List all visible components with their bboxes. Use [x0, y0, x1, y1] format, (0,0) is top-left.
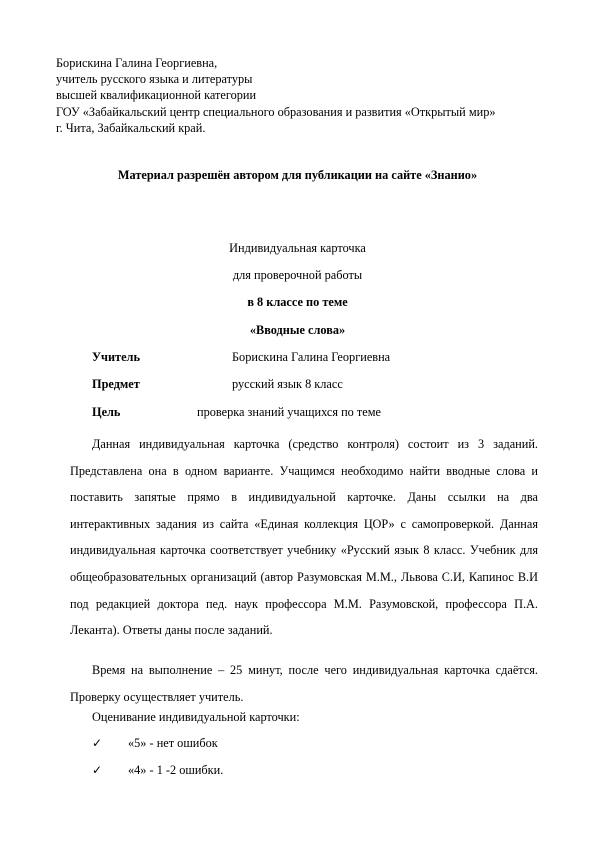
author-organization: ГОУ «Забайкальский центр специального образования и развития «Открытый мир»	[56, 104, 496, 119]
teacher-row	[92, 350, 391, 365]
checklist-item-text: «5» - нет ошибок	[128, 736, 218, 750]
goal-row	[92, 405, 381, 420]
author-category: высшей квалификационной категории	[56, 88, 257, 103]
subject-value: русский язык 8 класс	[232, 377, 343, 391]
checkmark-icon: ✓	[92, 736, 103, 750]
description-paragraph: Данная индивидуальная карточка (средство контроля) состоит из 3 заданий. Представлена она в одном варианте. Учащимся необходимо найти вводные слова и поставить запятые прямо в индивидуальной карточке. Даны ссылки на два интерактивных задания из сайта «Единая коллекция ЦОР» с самопроверкой. Данная индивидуальная карточка соответствует учебнику «Русский язык 8 класс. Учебник для общеобразовательных организаций (автор Разумовская М.М., Львова С.И, Капинос В.И под редакцией доктора пед. наук профессора М.М. Разумовской, профессора П.А. Леканта). Ответы даны после заданий.	[70, 437, 538, 638]
checklist-item-text: «4» - 1 -2 ошибки.	[128, 763, 224, 777]
checklist-item	[92, 763, 223, 778]
goal-label: Цель	[92, 405, 121, 419]
author-block	[56, 55, 536, 136]
card-title-line-2: для проверочной работы	[232, 268, 363, 282]
author-city: г. Чита, Забайкальский край.	[56, 120, 206, 135]
checkmark-icon: ✓	[92, 763, 103, 777]
card-title-line-3: в 8 классе по теме	[247, 295, 348, 309]
author-name: Борискина Галина Георгиевна,	[56, 56, 218, 70]
teacher-label: Учитель	[92, 350, 140, 364]
subject-row	[92, 377, 343, 392]
goal-value: проверка знаний учащихся по теме	[197, 405, 381, 419]
card-title-line-1: Индивидуальная карточка	[229, 241, 366, 255]
author-position: учитель русского языка и литературы	[56, 72, 253, 87]
checklist-item	[92, 736, 218, 751]
evaluation-heading: Оценивание индивидуальной карточки:	[92, 710, 300, 724]
time-paragraph: Время на выполнение – 25 минут, после чего индивидуальная карточка сдаётся. Проверку осуществляет учитель.	[70, 663, 538, 704]
card-topic: «Вводные слова»	[249, 323, 346, 337]
publication-permission: Материал разрешён автором для публикации на сайте «Знанио»	[117, 168, 478, 182]
teacher-value: Борискина Галина Георгиевна	[232, 350, 391, 364]
subject-label: Предмет	[92, 377, 140, 391]
